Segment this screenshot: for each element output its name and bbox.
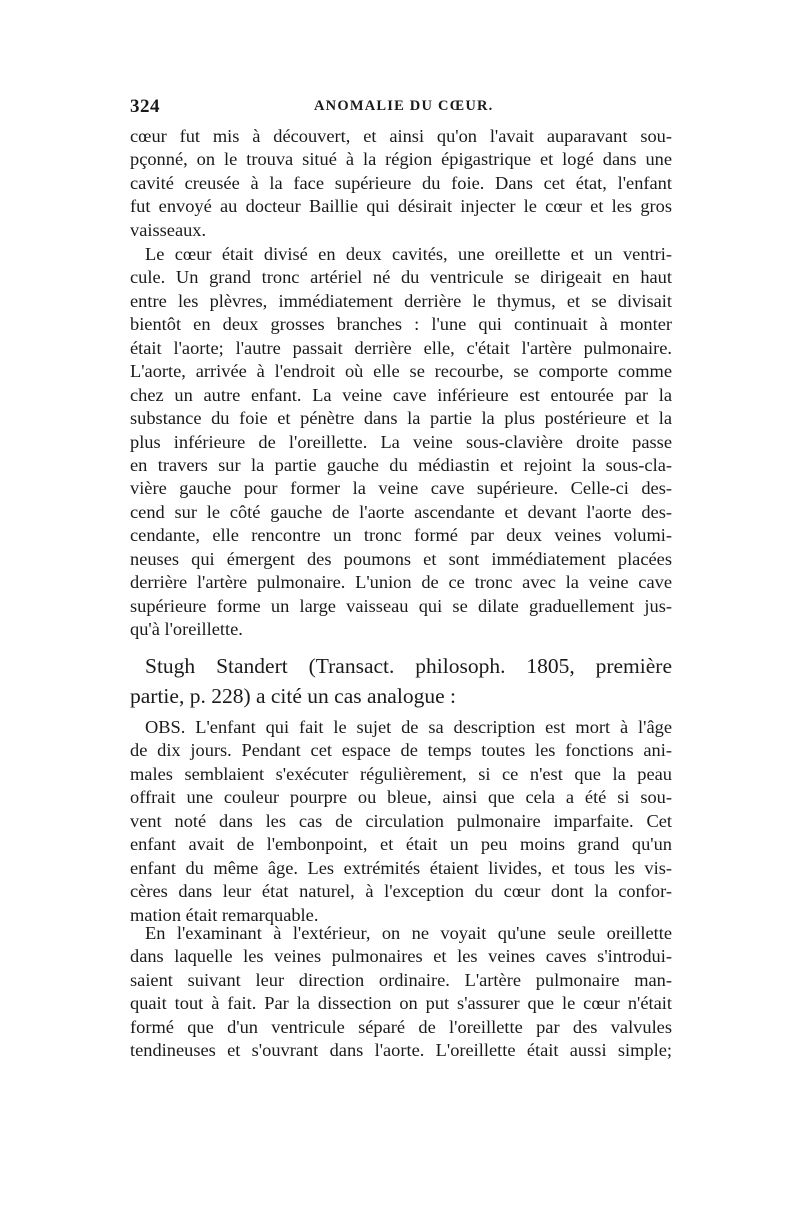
text-line: bientôt en deux grosses branches : l'une qui continuait à monter: [130, 314, 672, 335]
text-line: formé que d'un ventricule séparé de l'oreillette par des valvules: [130, 1016, 672, 1037]
text-line: L'aorte, arrivée à l'endroit où elle se recourbe, se comporte comme: [130, 361, 672, 382]
text-line: vaisseaux.: [130, 219, 207, 240]
text-line: offrait une couleur pourpre ou bleue, ainsi que cela a été si sou-: [130, 787, 672, 808]
text-line: vent noté dans les cas de circulation pulmonaire imparfaite. Cet: [130, 810, 672, 831]
text-line: cœur fut mis à découvert, et ainsi qu'on l'avait auparavant sou-: [130, 126, 672, 146]
paragraph-citation: [130, 651, 672, 711]
text-line: plus inférieure de l'oreillette. La veine sous-clavière droite passe: [130, 431, 672, 452]
text-line: cères dans leur état naturel, à l'exception du cœur dont la confor-: [130, 881, 672, 902]
paragraph-examination: [130, 922, 672, 1063]
text-line: supérieure forme un large vaisseau qui se dilate graduellement jus-: [130, 595, 672, 616]
text-line: substance du foie et pénètre dans la partie la plus postérieure et la: [130, 408, 672, 429]
text-line: qu'à l'oreillette.: [130, 619, 243, 639]
text-line: cend sur le côté gauche de l'aorte ascendante et devant l'aorte des-: [130, 501, 672, 522]
text-line: cendante, elle rencontre un tronc formé par deux veines volumi-: [130, 525, 672, 546]
text-line: cule. Un grand tronc artériel né du ventricule se dirigeait en haut: [130, 267, 672, 288]
text-line: En l'examinant à l'extérieur, on ne voyait qu'une seule oreillette: [145, 923, 672, 943]
text-line: en travers sur la partie gauche du médiastin et rejoint la sous-cla-: [130, 454, 672, 475]
text-line: chez un autre enfant. La veine cave inférieure est entourée par la: [130, 384, 672, 405]
text-line: OBS. L'enfant qui fait le sujet de sa description est mort à l'âge: [145, 717, 672, 737]
text-line: de dix jours. Pendant cet espace de temps toutes les fonctions ani-: [130, 740, 672, 761]
text-line: Le cœur était divisé en deux cavités, une oreillette et un ventri-: [145, 244, 672, 264]
text-line: dans laquelle les veines pulmonaires et les veines caves s'introdui-: [130, 946, 672, 967]
text-line: Stugh Standert (Transact. philosoph. 1805, première: [145, 654, 672, 678]
text-line: tendineuses et s'ouvrant dans l'aorte. L'oreillette était aussi simple;: [130, 1040, 672, 1061]
text-line: neuses qui émergent des poumons et sont immédiatement placées: [130, 548, 672, 569]
text-line: cavité creusée à la face supérieure du foie. Dans cet état, l'enfant: [130, 172, 672, 193]
page-number: 324: [130, 96, 160, 117]
text-line: pçonné, on le trouva situé à la région épigastrique et logé dans une: [130, 149, 672, 170]
text-line: était l'aorte; l'autre passait derrière elle, c'était l'artère pulmonaire.: [130, 337, 672, 358]
running-title: ANOMALIE DU CŒUR.: [314, 98, 494, 114]
text-line: males semblaient s'exécuter régulièrement, si ce n'est que la peau: [130, 763, 672, 784]
text-line: enfant du même âge. Les extrémités étaient livides, et tous les vis-: [130, 857, 672, 878]
text-line: fut envoyé au docteur Baillie qui désirait injecter le cœur et les gros: [130, 196, 672, 217]
text-line: vière gauche pour former la veine cave supérieure. Celle-ci des-: [130, 478, 672, 499]
paragraph-heart-description: [130, 243, 672, 641]
text-line: mation était remarquable.: [130, 904, 319, 925]
text-line: saient suivant leur direction ordinaire. L'artère pulmonaire man-: [130, 969, 672, 990]
text-line: entre les plèvres, immédiatement derrière le thymus, et se divisait: [130, 290, 672, 311]
paragraph-observation: [130, 716, 672, 927]
text-line: quait tout à fait. Par la dissection on put s'assurer que le cœur n'était: [130, 993, 672, 1014]
text-line: derrière l'artère pulmonaire. L'union de ce tronc avec la veine cave: [130, 572, 672, 593]
paragraph-continuation: [130, 125, 672, 242]
text-line: enfant avait de l'embonpoint, et était un peu moins grand qu'un: [130, 834, 672, 855]
text-line: partie, p. 228) a cité un cas analogue :: [130, 684, 456, 708]
page-header: [130, 96, 670, 120]
